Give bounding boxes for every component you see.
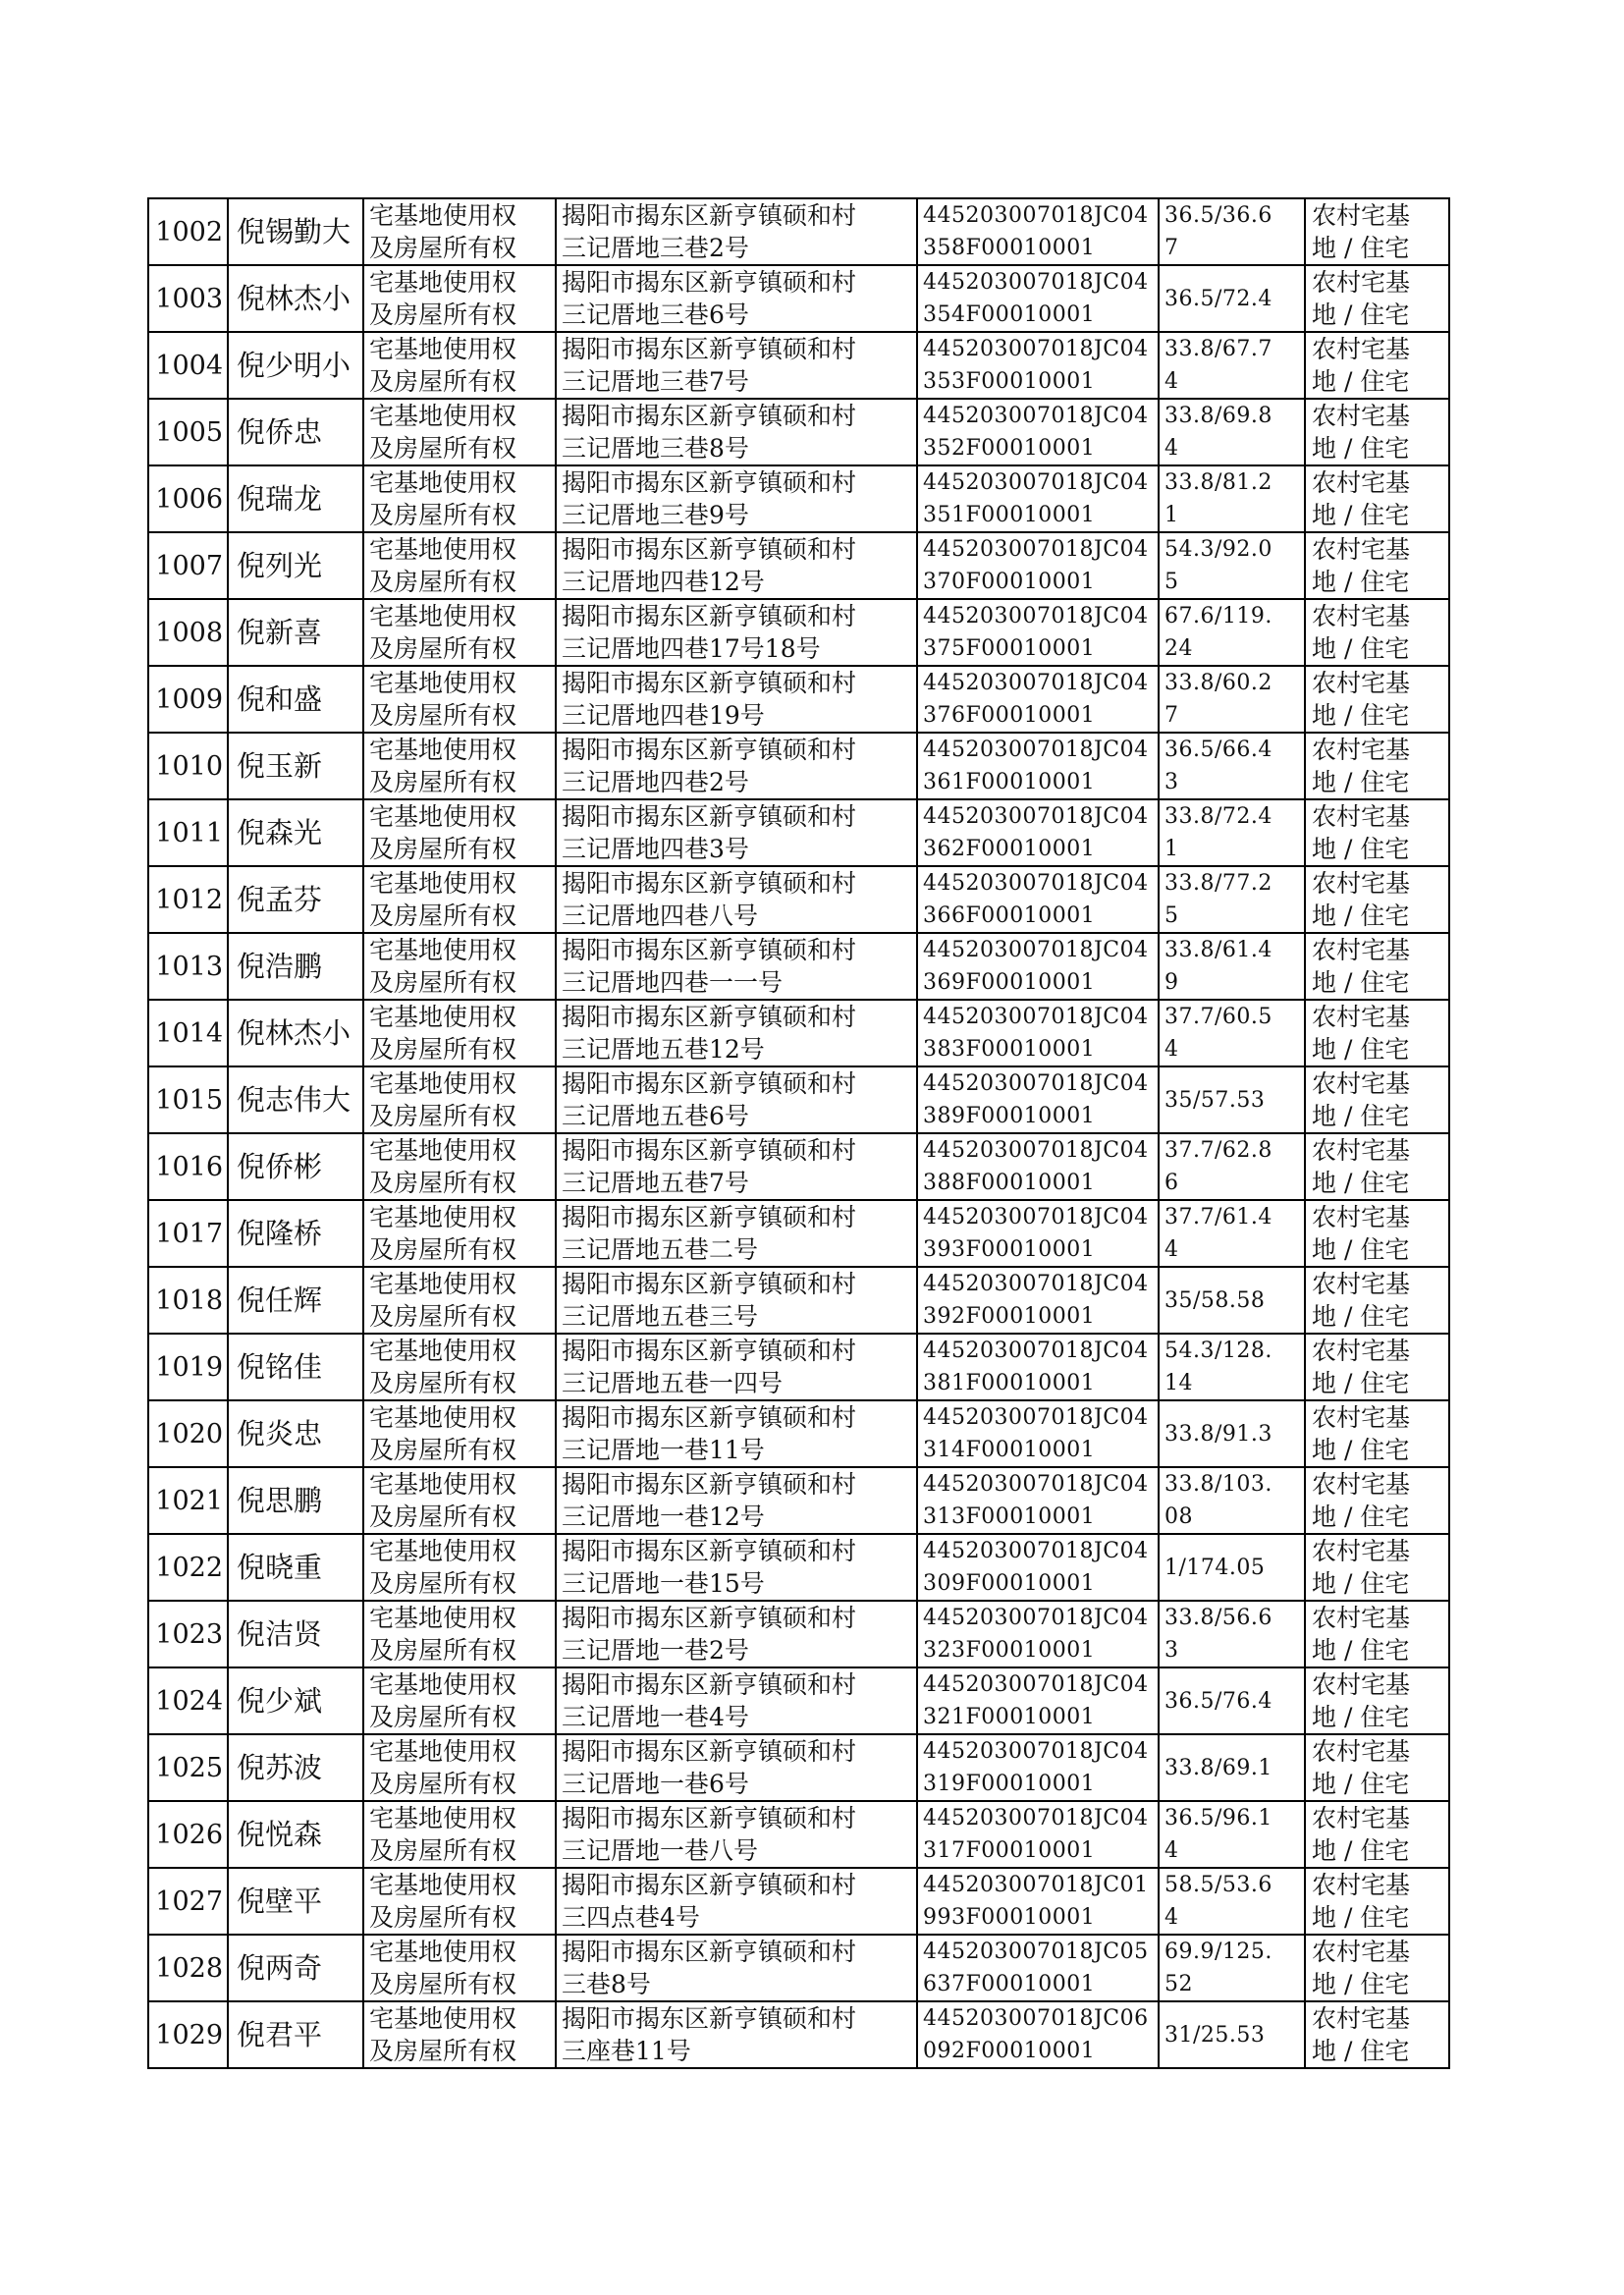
- unit-code-cell: 445203007018JC04 323F00010001: [917, 1601, 1159, 1667]
- row-number-cell: 1027: [148, 1868, 228, 1935]
- area-cell: 37.7/61.4 4: [1159, 1200, 1305, 1267]
- row-number-cell: 1029: [148, 2001, 228, 2068]
- owner-name-cell: 倪少明小: [228, 332, 363, 399]
- land-use-cell: 农村宅基 地 / 住宅: [1305, 1133, 1449, 1200]
- table-row: [148, 1734, 1449, 1801]
- address-cell: 揭阳市揭东区新亨镇硕和村 三记厝地三巷7号: [556, 332, 917, 399]
- address-cell: 揭阳市揭东区新亨镇硕和村 三记厝地一巷11号: [556, 1400, 917, 1467]
- unit-code-cell: 445203007018JC04 309F00010001: [917, 1534, 1159, 1601]
- address-cell: 揭阳市揭东区新亨镇硕和村 三记厝地五巷12号: [556, 1000, 917, 1066]
- unit-code-cell: 445203007018JC04 393F00010001: [917, 1200, 1159, 1267]
- unit-code-cell: 445203007018JC04 388F00010001: [917, 1133, 1159, 1200]
- right-type-cell: 宅基地使用权 及房屋所有权: [363, 265, 556, 332]
- land-use-cell: 农村宅基 地 / 住宅: [1305, 866, 1449, 933]
- row-number-cell: 1017: [148, 1200, 228, 1267]
- owner-name-cell: 倪和盛: [228, 666, 363, 733]
- land-use-cell: 农村宅基 地 / 住宅: [1305, 1734, 1449, 1801]
- table-row: [148, 1200, 1449, 1267]
- address-cell: 揭阳市揭东区新亨镇硕和村 三记厝地一巷15号: [556, 1534, 917, 1601]
- right-type-cell: 宅基地使用权 及房屋所有权: [363, 1200, 556, 1267]
- land-use-cell: 农村宅基 地 / 住宅: [1305, 399, 1449, 465]
- right-type-cell: 宅基地使用权 及房屋所有权: [363, 1400, 556, 1467]
- land-use-cell: 农村宅基 地 / 住宅: [1305, 1400, 1449, 1467]
- unit-code-cell: 445203007018JC04 319F00010001: [917, 1734, 1159, 1801]
- area-cell: 31/25.53: [1159, 2001, 1305, 2068]
- row-number-cell: 1007: [148, 532, 228, 599]
- address-cell: 揭阳市揭东区新亨镇硕和村 三记厝地一巷八号: [556, 1801, 917, 1868]
- land-use-cell: 农村宅基 地 / 住宅: [1305, 1935, 1449, 2001]
- right-type-cell: 宅基地使用权 及房屋所有权: [363, 532, 556, 599]
- owner-name-cell: 倪列光: [228, 532, 363, 599]
- unit-code-cell: 445203007018JC04 361F00010001: [917, 733, 1159, 799]
- address-cell: 揭阳市揭东区新亨镇硕和村 三记厝地四巷12号: [556, 532, 917, 599]
- unit-code-cell: 445203007018JC04 317F00010001: [917, 1801, 1159, 1868]
- row-number-cell: 1004: [148, 332, 228, 399]
- land-use-cell: 农村宅基 地 / 住宅: [1305, 332, 1449, 399]
- right-type-cell: 宅基地使用权 及房屋所有权: [363, 1801, 556, 1868]
- table-row: [148, 666, 1449, 733]
- table-row: [148, 799, 1449, 866]
- owner-name-cell: 倪炎忠: [228, 1400, 363, 1467]
- address-cell: 揭阳市揭东区新亨镇硕和村 三记厝地一巷2号: [556, 1601, 917, 1667]
- table-row: [148, 866, 1449, 933]
- row-number-cell: 1021: [148, 1467, 228, 1534]
- unit-code-cell: 445203007018JC05 637F00010001: [917, 1935, 1159, 2001]
- row-number-cell: 1009: [148, 666, 228, 733]
- unit-code-cell: 445203007018JC01 993F00010001: [917, 1868, 1159, 1935]
- address-cell: 揭阳市揭东区新亨镇硕和村 三记厝地一巷4号: [556, 1667, 917, 1734]
- right-type-cell: 宅基地使用权 及房屋所有权: [363, 733, 556, 799]
- land-use-cell: 农村宅基 地 / 住宅: [1305, 2001, 1449, 2068]
- unit-code-cell: 445203007018JC04 354F00010001: [917, 265, 1159, 332]
- unit-code-cell: 445203007018JC04 353F00010001: [917, 332, 1159, 399]
- land-use-cell: 农村宅基 地 / 住宅: [1305, 1066, 1449, 1133]
- right-type-cell: 宅基地使用权 及房屋所有权: [363, 866, 556, 933]
- address-cell: 揭阳市揭东区新亨镇硕和村 三记厝地四巷3号: [556, 799, 917, 866]
- unit-code-cell: 445203007018JC04 358F00010001: [917, 198, 1159, 265]
- row-number-cell: 1026: [148, 1801, 228, 1868]
- right-type-cell: 宅基地使用权 及房屋所有权: [363, 1000, 556, 1066]
- land-use-cell: 农村宅基 地 / 住宅: [1305, 933, 1449, 1000]
- table-row: [148, 1801, 1449, 1868]
- owner-name-cell: 倪林杰小: [228, 1000, 363, 1066]
- address-cell: 揭阳市揭东区新亨镇硕和村 三记厝地五巷二号: [556, 1200, 917, 1267]
- row-number-cell: 1006: [148, 465, 228, 532]
- address-cell: 揭阳市揭东区新亨镇硕和村 三记厝地三巷8号: [556, 399, 917, 465]
- unit-code-cell: 445203007018JC04 381F00010001: [917, 1334, 1159, 1400]
- table-row: [148, 1066, 1449, 1133]
- right-type-cell: 宅基地使用权 及房屋所有权: [363, 799, 556, 866]
- table-row: [148, 1000, 1449, 1066]
- row-number-cell: 1018: [148, 1267, 228, 1334]
- owner-name-cell: 倪锡勤大: [228, 198, 363, 265]
- address-cell: 揭阳市揭东区新亨镇硕和村 三记厝地一巷12号: [556, 1467, 917, 1534]
- area-cell: 36.5/66.4 3: [1159, 733, 1305, 799]
- owner-name-cell: 倪侨彬: [228, 1133, 363, 1200]
- area-cell: 58.5/53.6 4: [1159, 1868, 1305, 1935]
- right-type-cell: 宅基地使用权 及房屋所有权: [363, 399, 556, 465]
- area-cell: 33.8/61.4 9: [1159, 933, 1305, 1000]
- owner-name-cell: 倪铭佳: [228, 1334, 363, 1400]
- land-use-cell: 农村宅基 地 / 住宅: [1305, 1868, 1449, 1935]
- unit-code-cell: 445203007018JC04 383F00010001: [917, 1000, 1159, 1066]
- table-row: [148, 599, 1449, 666]
- table-row: [148, 465, 1449, 532]
- right-type-cell: 宅基地使用权 及房屋所有权: [363, 1133, 556, 1200]
- row-number-cell: 1010: [148, 733, 228, 799]
- registry-table: [147, 197, 1450, 2069]
- address-cell: 揭阳市揭东区新亨镇硕和村 三座巷11号: [556, 2001, 917, 2068]
- area-cell: 33.8/69.8 4: [1159, 399, 1305, 465]
- land-use-cell: 农村宅基 地 / 住宅: [1305, 1467, 1449, 1534]
- land-use-cell: 农村宅基 地 / 住宅: [1305, 666, 1449, 733]
- table-row: [148, 265, 1449, 332]
- table-row: [148, 1467, 1449, 1534]
- registry-table-body: [148, 198, 1449, 2068]
- table-row: [148, 332, 1449, 399]
- right-type-cell: 宅基地使用权 及房屋所有权: [363, 1601, 556, 1667]
- table-row: [148, 933, 1449, 1000]
- row-number-cell: 1002: [148, 198, 228, 265]
- row-number-cell: 1014: [148, 1000, 228, 1066]
- land-use-cell: 农村宅基 地 / 住宅: [1305, 1601, 1449, 1667]
- area-cell: 37.7/62.8 6: [1159, 1133, 1305, 1200]
- row-number-cell: 1008: [148, 599, 228, 666]
- area-cell: 33.8/60.2 7: [1159, 666, 1305, 733]
- owner-name-cell: 倪浩鹏: [228, 933, 363, 1000]
- owner-name-cell: 倪森光: [228, 799, 363, 866]
- unit-code-cell: 445203007018JC04 362F00010001: [917, 799, 1159, 866]
- table-row: [148, 399, 1449, 465]
- area-cell: 36.5/76.4: [1159, 1667, 1305, 1734]
- owner-name-cell: 倪瑞龙: [228, 465, 363, 532]
- row-number-cell: 1012: [148, 866, 228, 933]
- row-number-cell: 1019: [148, 1334, 228, 1400]
- owner-name-cell: 倪君平: [228, 2001, 363, 2068]
- row-number-cell: 1003: [148, 265, 228, 332]
- right-type-cell: 宅基地使用权 及房屋所有权: [363, 1334, 556, 1400]
- address-cell: 揭阳市揭东区新亨镇硕和村 三记厝地四巷一一号: [556, 933, 917, 1000]
- table-row: [148, 1667, 1449, 1734]
- address-cell: 揭阳市揭东区新亨镇硕和村 三记厝地一巷6号: [556, 1734, 917, 1801]
- area-cell: 33.8/81.2 1: [1159, 465, 1305, 532]
- address-cell: 揭阳市揭东区新亨镇硕和村 三记厝地四巷八号: [556, 866, 917, 933]
- land-use-cell: 农村宅基 地 / 住宅: [1305, 1267, 1449, 1334]
- area-cell: 33.8/69.1: [1159, 1734, 1305, 1801]
- right-type-cell: 宅基地使用权 及房屋所有权: [363, 465, 556, 532]
- right-type-cell: 宅基地使用权 及房屋所有权: [363, 332, 556, 399]
- address-cell: 揭阳市揭东区新亨镇硕和村 三记厝地三巷2号: [556, 198, 917, 265]
- unit-code-cell: 445203007018JC04 392F00010001: [917, 1267, 1159, 1334]
- row-number-cell: 1025: [148, 1734, 228, 1801]
- right-type-cell: 宅基地使用权 及房屋所有权: [363, 666, 556, 733]
- unit-code-cell: 445203007018JC04 375F00010001: [917, 599, 1159, 666]
- row-number-cell: 1023: [148, 1601, 228, 1667]
- unit-code-cell: 445203007018JC04 389F00010001: [917, 1066, 1159, 1133]
- row-number-cell: 1024: [148, 1667, 228, 1734]
- row-number-cell: 1020: [148, 1400, 228, 1467]
- owner-name-cell: 倪志伟大: [228, 1066, 363, 1133]
- row-number-cell: 1022: [148, 1534, 228, 1601]
- table-row: [148, 733, 1449, 799]
- area-cell: 37.7/60.5 4: [1159, 1000, 1305, 1066]
- address-cell: 揭阳市揭东区新亨镇硕和村 三记厝地四巷17号18号: [556, 599, 917, 666]
- land-use-cell: 农村宅基 地 / 住宅: [1305, 1000, 1449, 1066]
- area-cell: 69.9/125. 52: [1159, 1935, 1305, 2001]
- table-row: [148, 1400, 1449, 1467]
- right-type-cell: 宅基地使用权 及房屋所有权: [363, 1066, 556, 1133]
- table-row: [148, 1534, 1449, 1601]
- owner-name-cell: 倪侨忠: [228, 399, 363, 465]
- land-use-cell: 农村宅基 地 / 住宅: [1305, 198, 1449, 265]
- owner-name-cell: 倪隆桥: [228, 1200, 363, 1267]
- area-cell: 33.8/56.6 3: [1159, 1601, 1305, 1667]
- row-number-cell: 1028: [148, 1935, 228, 2001]
- owner-name-cell: 倪孟芬: [228, 866, 363, 933]
- owner-name-cell: 倪任辉: [228, 1267, 363, 1334]
- address-cell: 揭阳市揭东区新亨镇硕和村 三记厝地三巷6号: [556, 265, 917, 332]
- unit-code-cell: 445203007018JC04 314F00010001: [917, 1400, 1159, 1467]
- table-row: [148, 2001, 1449, 2068]
- unit-code-cell: 445203007018JC04 370F00010001: [917, 532, 1159, 599]
- area-cell: 54.3/92.0 5: [1159, 532, 1305, 599]
- area-cell: 36.5/96.1 4: [1159, 1801, 1305, 1868]
- area-cell: 35/58.58: [1159, 1267, 1305, 1334]
- unit-code-cell: 445203007018JC04 369F00010001: [917, 933, 1159, 1000]
- address-cell: 揭阳市揭东区新亨镇硕和村 三记厝地五巷7号: [556, 1133, 917, 1200]
- area-cell: 36.5/72.4: [1159, 265, 1305, 332]
- owner-name-cell: 倪两奇: [228, 1935, 363, 2001]
- unit-code-cell: 445203007018JC06 092F00010001: [917, 2001, 1159, 2068]
- address-cell: 揭阳市揭东区新亨镇硕和村 三记厝地三巷9号: [556, 465, 917, 532]
- right-type-cell: 宅基地使用权 及房屋所有权: [363, 2001, 556, 2068]
- row-number-cell: 1016: [148, 1133, 228, 1200]
- land-use-cell: 农村宅基 地 / 住宅: [1305, 1200, 1449, 1267]
- owner-name-cell: 倪林杰小: [228, 265, 363, 332]
- address-cell: 揭阳市揭东区新亨镇硕和村 三巷8号: [556, 1935, 917, 2001]
- area-cell: 54.3/128. 14: [1159, 1334, 1305, 1400]
- right-type-cell: 宅基地使用权 及房屋所有权: [363, 1868, 556, 1935]
- owner-name-cell: 倪新喜: [228, 599, 363, 666]
- area-cell: 33.8/77.2 5: [1159, 866, 1305, 933]
- row-number-cell: 1011: [148, 799, 228, 866]
- right-type-cell: 宅基地使用权 及房屋所有权: [363, 1534, 556, 1601]
- table-row: [148, 1935, 1449, 2001]
- land-use-cell: 农村宅基 地 / 住宅: [1305, 733, 1449, 799]
- address-cell: 揭阳市揭东区新亨镇硕和村 三记厝地五巷三号: [556, 1267, 917, 1334]
- right-type-cell: 宅基地使用权 及房屋所有权: [363, 599, 556, 666]
- unit-code-cell: 445203007018JC04 313F00010001: [917, 1467, 1159, 1534]
- area-cell: 1/174.05: [1159, 1534, 1305, 1601]
- land-use-cell: 农村宅基 地 / 住宅: [1305, 532, 1449, 599]
- row-number-cell: 1013: [148, 933, 228, 1000]
- address-cell: 揭阳市揭东区新亨镇硕和村 三四点巷4号: [556, 1868, 917, 1935]
- row-number-cell: 1015: [148, 1066, 228, 1133]
- area-cell: 33.8/67.7 4: [1159, 332, 1305, 399]
- land-use-cell: 农村宅基 地 / 住宅: [1305, 1534, 1449, 1601]
- area-cell: 67.6/119. 24: [1159, 599, 1305, 666]
- land-use-cell: 农村宅基 地 / 住宅: [1305, 799, 1449, 866]
- area-cell: 33.8/72.4 1: [1159, 799, 1305, 866]
- address-cell: 揭阳市揭东区新亨镇硕和村 三记厝地五巷一四号: [556, 1334, 917, 1400]
- unit-code-cell: 445203007018JC04 366F00010001: [917, 866, 1159, 933]
- land-use-cell: 农村宅基 地 / 住宅: [1305, 265, 1449, 332]
- table-row: [148, 1868, 1449, 1935]
- unit-code-cell: 445203007018JC04 321F00010001: [917, 1667, 1159, 1734]
- owner-name-cell: 倪苏波: [228, 1734, 363, 1801]
- table-row: [148, 1133, 1449, 1200]
- address-cell: 揭阳市揭东区新亨镇硕和村 三记厝地四巷2号: [556, 733, 917, 799]
- right-type-cell: 宅基地使用权 及房屋所有权: [363, 933, 556, 1000]
- row-number-cell: 1005: [148, 399, 228, 465]
- right-type-cell: 宅基地使用权 及房屋所有权: [363, 1935, 556, 2001]
- owner-name-cell: 倪悦森: [228, 1801, 363, 1868]
- owner-name-cell: 倪晓重: [228, 1534, 363, 1601]
- land-use-cell: 农村宅基 地 / 住宅: [1305, 1667, 1449, 1734]
- land-use-cell: 农村宅基 地 / 住宅: [1305, 465, 1449, 532]
- table-row: [148, 198, 1449, 265]
- owner-name-cell: 倪玉新: [228, 733, 363, 799]
- land-use-cell: 农村宅基 地 / 住宅: [1305, 599, 1449, 666]
- unit-code-cell: 445203007018JC04 352F00010001: [917, 399, 1159, 465]
- right-type-cell: 宅基地使用权 及房屋所有权: [363, 1667, 556, 1734]
- area-cell: 35/57.53: [1159, 1066, 1305, 1133]
- unit-code-cell: 445203007018JC04 351F00010001: [917, 465, 1159, 532]
- owner-name-cell: 倪壁平: [228, 1868, 363, 1935]
- owner-name-cell: 倪少斌: [228, 1667, 363, 1734]
- address-cell: 揭阳市揭东区新亨镇硕和村 三记厝地四巷19号: [556, 666, 917, 733]
- right-type-cell: 宅基地使用权 及房屋所有权: [363, 1734, 556, 1801]
- owner-name-cell: 倪思鹏: [228, 1467, 363, 1534]
- unit-code-cell: 445203007018JC04 376F00010001: [917, 666, 1159, 733]
- table-row: [148, 532, 1449, 599]
- area-cell: 33.8/103. 08: [1159, 1467, 1305, 1534]
- right-type-cell: 宅基地使用权 及房屋所有权: [363, 198, 556, 265]
- table-row: [148, 1601, 1449, 1667]
- table-row: [148, 1334, 1449, 1400]
- area-cell: 33.8/91.3: [1159, 1400, 1305, 1467]
- table-row: [148, 1267, 1449, 1334]
- land-use-cell: 农村宅基 地 / 住宅: [1305, 1801, 1449, 1868]
- right-type-cell: 宅基地使用权 及房屋所有权: [363, 1467, 556, 1534]
- right-type-cell: 宅基地使用权 及房屋所有权: [363, 1267, 556, 1334]
- address-cell: 揭阳市揭东区新亨镇硕和村 三记厝地五巷6号: [556, 1066, 917, 1133]
- land-use-cell: 农村宅基 地 / 住宅: [1305, 1334, 1449, 1400]
- area-cell: 36.5/36.6 7: [1159, 198, 1305, 265]
- owner-name-cell: 倪洁贤: [228, 1601, 363, 1667]
